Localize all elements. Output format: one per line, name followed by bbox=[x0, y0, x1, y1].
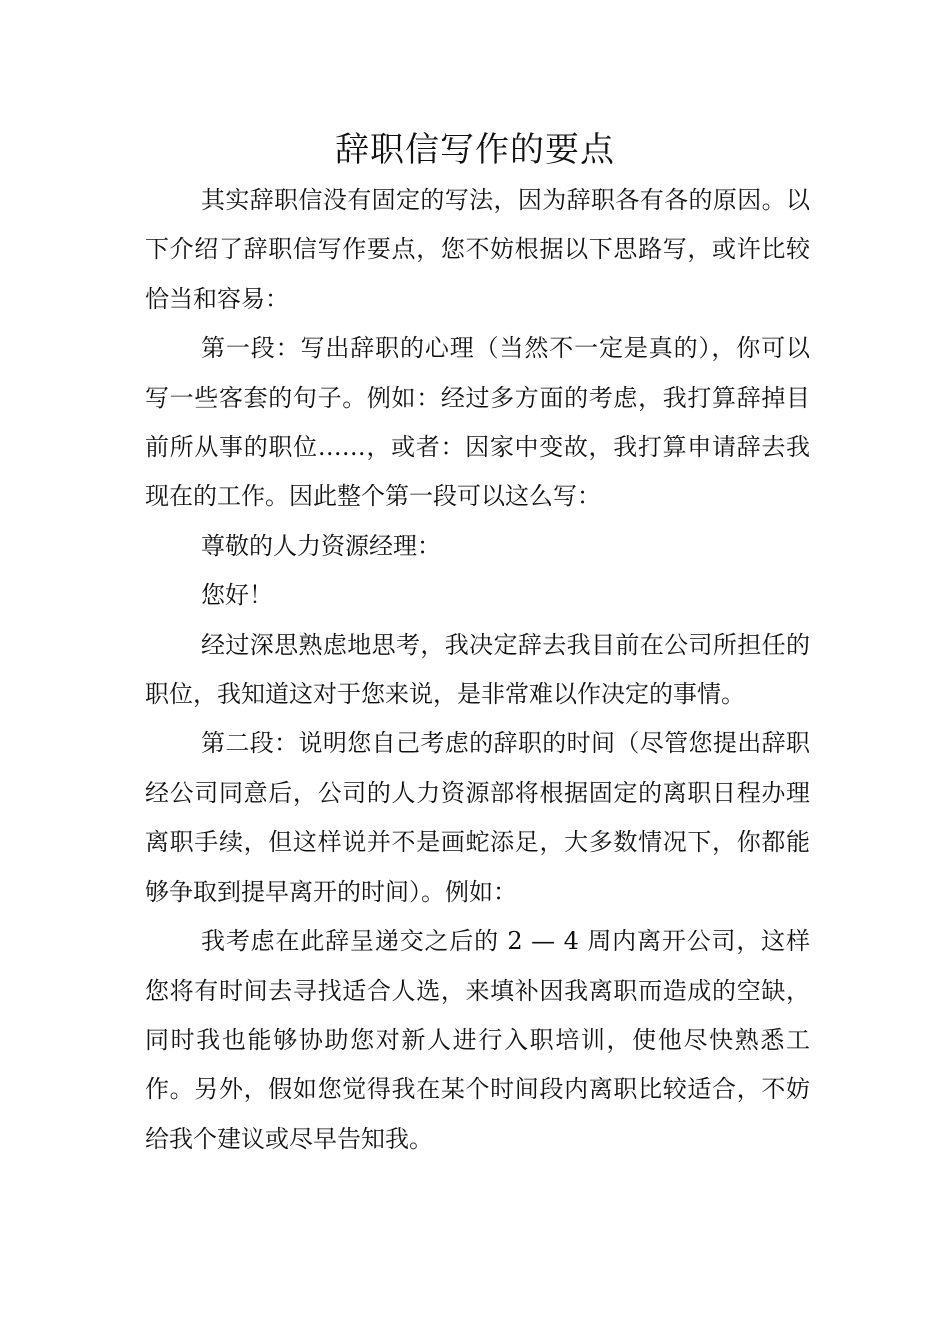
document-title: 辞职信写作的要点 bbox=[335, 130, 615, 170]
paragraph-first-section: 第一段：写出辞职的心理（当然不一定是真的），你可以写一些客套的句子。例如：经过多方面的考虑，我打算辞掉目前所从事的职位……，或者：因家中变故，我打算申请辞去我现在的工作。因此整个第一段可以这么写： bbox=[145, 334, 810, 511]
paragraph-example-two: 我考虑在此辞呈递交之后的 2 — 4 周内离开公司，这样您将有时间去寻找适合人选，来填补因我离职而造成的空缺，同时我也能够协助您对新人进行入职培训，使他尽快熟悉工作。另外，假如您觉得我在某个时间段内离职比较适合，不妨给我个建议或尽早告知我。 bbox=[145, 927, 810, 1153]
paragraph-salutation: 尊敬的人力资源经理： bbox=[201, 531, 441, 560]
paragraph-example-one: 经过深思熟虑地思考，我决定辞去我目前在公司所担任的职位，我知道这对于您来说，是非常难以作决定的事情。 bbox=[145, 630, 810, 709]
document-body bbox=[145, 176, 810, 1164]
paragraph-intro: 其实辞职信没有固定的写法，因为辞职各有各的原因。以下介绍了辞职信写作要点，您不妨根据以下思路写，或许比较恰当和容易： bbox=[145, 186, 810, 313]
paragraph-second-section: 第二段：说明您自己考虑的辞职的时间（尽管您提出辞职经公司同意后，公司的人力资源部将根据固定的离职日程办理离职手续，但这样说并不是画蛇添足，大多数情况下，你都能够争取到提早离开的时间）。例如： bbox=[145, 729, 810, 906]
paragraph-greeting: 您好！ bbox=[201, 581, 273, 610]
